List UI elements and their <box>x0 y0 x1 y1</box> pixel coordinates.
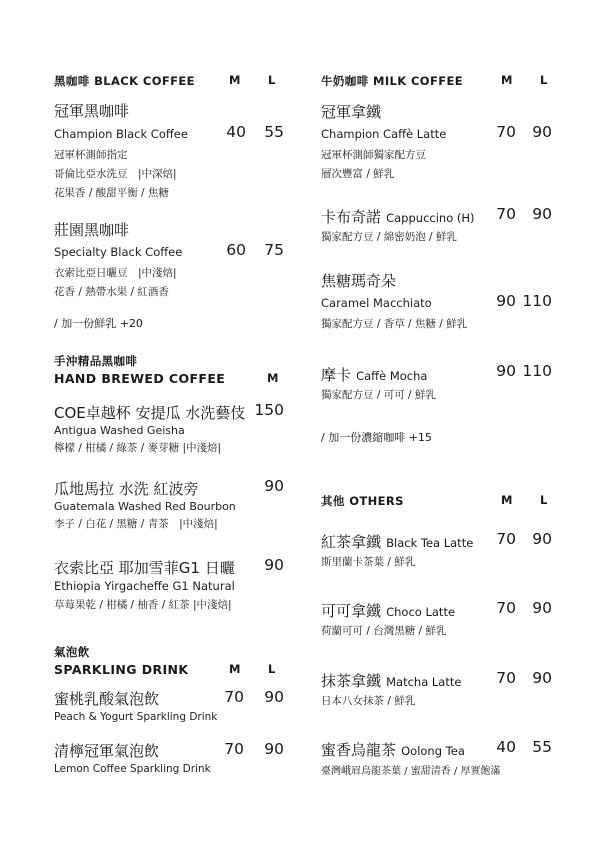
price-l: 90 <box>532 669 552 687</box>
menu-item-name <box>321 670 461 691</box>
price-m: 90 <box>496 362 516 380</box>
item-desc: 日本八女抹茶 / 鮮乳 <box>321 695 416 707</box>
item-desc: 臺灣峨眉烏龍茶葉 / 蜜甜清香 / 厚實飽滿 <box>321 766 501 777</box>
item-name-en: Black Tea Latte <box>386 536 474 550</box>
item-name-zh: 卡布奇諾 <box>321 208 382 226</box>
menu-item-name <box>321 600 455 621</box>
item-desc: 斯里蘭卡茶葉 / 鮮乳 <box>321 556 416 568</box>
size-header-m: M <box>229 662 241 676</box>
item-name-en: Specialty Black Coffee <box>54 245 183 259</box>
price-m: 70 <box>496 123 516 141</box>
item-name-en: Lemon Coffee Sparkling Drink <box>54 763 211 775</box>
item-name-zh: COE卓越杯 安提瓜 水洗藝伎 <box>54 404 246 422</box>
price-l: 55 <box>532 738 552 756</box>
price-l: 90 <box>532 530 552 548</box>
item-desc: 冠軍杯測師指定 哥倫比亞水洗豆 |中深焙| 花果香 / 酸甜平衡 / 焦糖 <box>54 149 177 199</box>
item-name-zh: 冠軍拿鐵 <box>321 103 382 121</box>
item-name-en: Peach & Yogurt Sparkling Drink <box>54 711 218 723</box>
item-desc: 衣索比亞日曬豆 |中淺焙| 花香 / 熱帶水果 / 紅酒香 <box>54 267 177 298</box>
section-title-hand-brewed-zh: 手沖精品黑咖啡 <box>54 354 138 368</box>
price-l: 90 <box>532 123 552 141</box>
price-m: 70 <box>224 688 244 706</box>
item-name-en: Champion Caffè Latte <box>321 127 447 141</box>
menu-item-name <box>321 739 465 760</box>
price-m: 150 <box>254 401 284 419</box>
item-name-zh: 清檸冠軍氣泡飲 <box>54 742 160 760</box>
add-milk-note: / 加一份鮮乳 +20 <box>54 317 143 330</box>
item-name-en: Antigua Washed Geisha <box>54 424 185 437</box>
item-desc: 草莓果乾 / 柑橘 / 柚香 / 紅茶 |中淺焙| <box>54 599 232 611</box>
item-name-en: Guatemala Washed Red Bourbon <box>54 500 236 513</box>
item-name-en: Matcha Latte <box>386 675 462 689</box>
item-desc: 檸檬 / 柑橘 / 綠茶 / 麥芽糖 |中淺焙| <box>54 442 222 454</box>
section-title-sparkling-en: SPARKLING DRINK <box>54 662 189 677</box>
item-name-en: Ethiopia Yirgacheffe G1 Natural <box>54 579 235 593</box>
price-m: 90 <box>496 292 516 310</box>
price-m: 60 <box>226 241 246 259</box>
item-desc: 獨家配方豆 / 香草 / 焦糖 / 鮮乳 <box>321 318 468 330</box>
add-espresso-note: / 加一份濃縮咖啡 +15 <box>321 431 432 444</box>
item-desc: 獨家配方豆 / 綿密奶泡 / 鮮乳 <box>321 231 457 243</box>
price-m: 70 <box>496 599 516 617</box>
price-l: 110 <box>522 362 552 380</box>
item-name-zh: 紅茶拿鐵 <box>321 533 382 551</box>
size-header-l: L <box>540 73 548 87</box>
menu-item-name <box>321 531 473 552</box>
section-title-hand-brewed-en: HAND BREWED COFFEE <box>54 371 226 386</box>
section-title-others: 其他 OTHERS <box>321 494 404 508</box>
section-title-sparkling-zh: 氣泡飲 <box>54 645 90 659</box>
item-name-zh: 衣索比亞 耶加雪菲G1 日曬 <box>54 559 235 577</box>
item-name-zh: 焦糖瑪奇朵 <box>321 272 397 290</box>
price-m: 90 <box>264 556 284 574</box>
size-header-m: M <box>501 73 513 87</box>
item-name-en: Choco Latte <box>386 605 456 619</box>
price-l: 90 <box>264 688 284 706</box>
price-l: 110 <box>522 292 552 310</box>
price-l: 75 <box>264 241 284 259</box>
item-desc: 李子 / 白花 / 黑糖 / 青茶 |中淺焙| <box>54 518 218 530</box>
item-name-zh: 蜜香烏龍茶 <box>321 741 397 759</box>
item-name-zh: 莊園黑咖啡 <box>54 221 130 239</box>
item-name-en: Cappuccino (H) <box>386 211 475 225</box>
size-header-m: M <box>229 73 241 87</box>
item-name-en: Caffè Mocha <box>356 369 428 383</box>
price-l: 55 <box>264 123 284 141</box>
item-name-zh: 可可拿鐵 <box>321 602 382 620</box>
item-name-zh: 蜜桃乳酸氣泡飲 <box>54 690 160 708</box>
item-name-zh: 摩卡 <box>321 366 352 384</box>
price-l: 90 <box>532 599 552 617</box>
item-name-en: Champion Black Coffee <box>54 127 188 141</box>
price-m: 40 <box>496 738 516 756</box>
item-desc: 荷蘭可可 / 台灣黑糖 / 鮮乳 <box>321 625 447 637</box>
price-m: 70 <box>224 740 244 758</box>
price-m: 70 <box>496 205 516 223</box>
price-l: 90 <box>532 205 552 223</box>
menu-item-name <box>321 206 475 227</box>
price-l: 90 <box>264 740 284 758</box>
size-header-m: M <box>501 493 513 507</box>
size-header-l: L <box>268 662 276 676</box>
item-name-en: Oolong Tea <box>401 744 465 758</box>
item-name-zh: 抹茶拿鐵 <box>321 672 382 690</box>
item-name-zh: 冠軍黑咖啡 <box>54 102 130 120</box>
section-title-black-coffee: 黑咖啡 BLACK COFFEE <box>54 74 195 88</box>
price-m: 70 <box>496 669 516 687</box>
price-m: 70 <box>496 530 516 548</box>
item-name-en: Caramel Macchiato <box>321 296 432 310</box>
menu-item-name <box>321 364 427 385</box>
item-desc: 冠軍杯測師獨家配方豆 層次豐富 / 鮮乳 <box>321 149 426 180</box>
section-title-milk-coffee: 牛奶咖啡 MILK COFFEE <box>321 74 464 88</box>
size-header-l: L <box>540 493 548 507</box>
price-m: 90 <box>264 477 284 495</box>
item-name-zh: 瓜地馬拉 水洗 紅波旁 <box>54 480 199 498</box>
size-header-m: M <box>267 371 279 385</box>
item-desc: 獨家配方豆 / 可可 / 鮮乳 <box>321 389 436 401</box>
price-m: 40 <box>226 123 246 141</box>
size-header-l: L <box>268 73 276 87</box>
